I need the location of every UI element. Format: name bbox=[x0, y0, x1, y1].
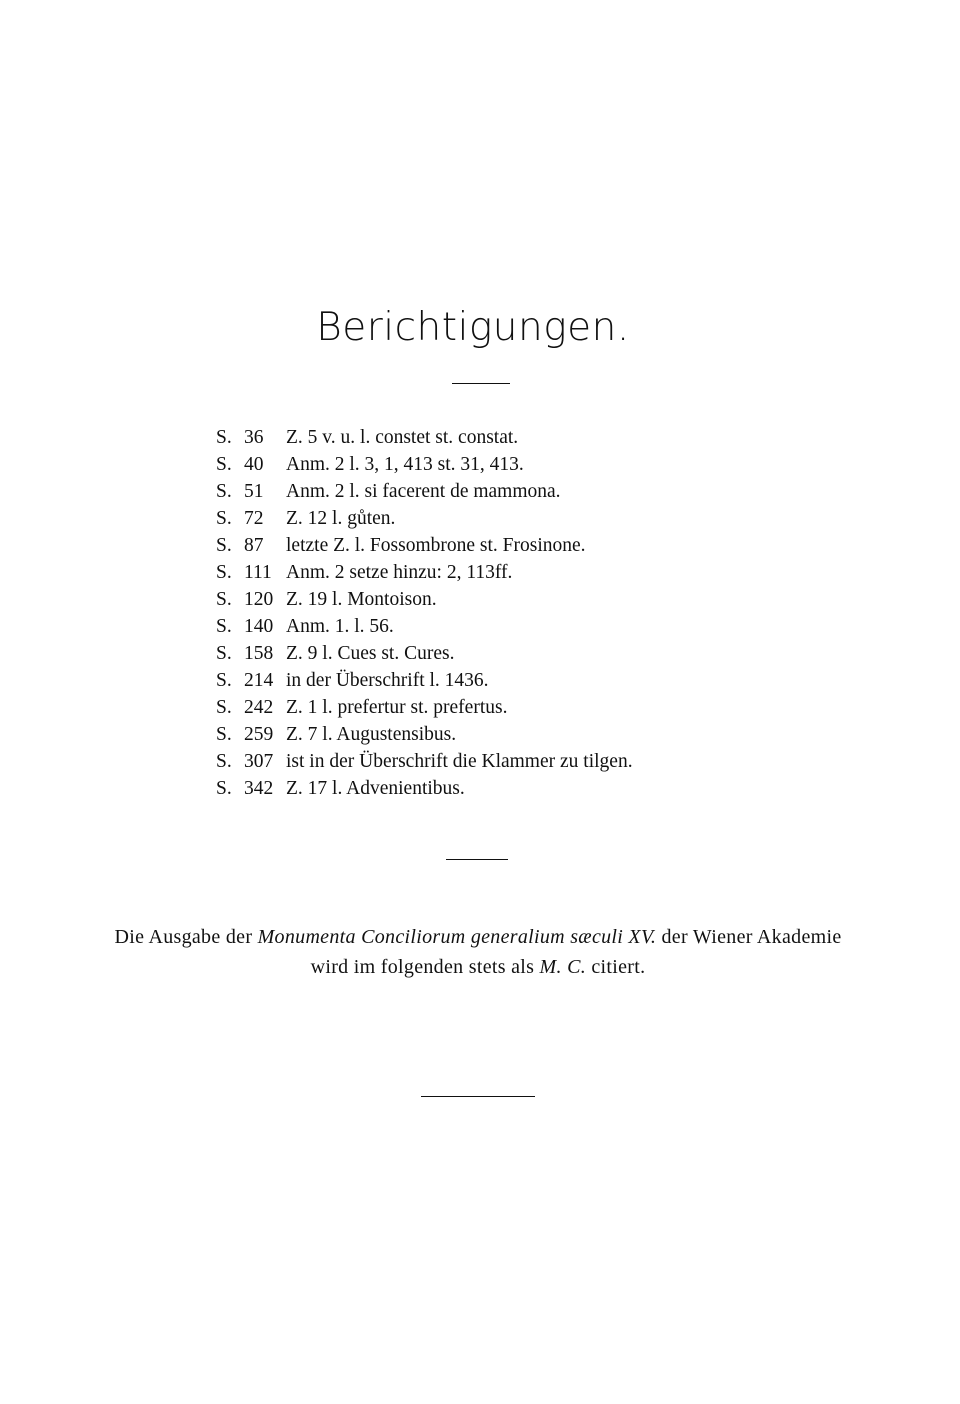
entry-prefix: S. bbox=[216, 670, 232, 691]
errata-entry bbox=[216, 775, 633, 802]
entry-page-number: 259 bbox=[244, 724, 274, 745]
errata-entry bbox=[216, 532, 633, 559]
section-divider bbox=[446, 859, 508, 860]
entry-page-number: 40 bbox=[244, 454, 264, 475]
errata-entry bbox=[216, 424, 633, 451]
entry-page-number: 307 bbox=[244, 751, 274, 772]
entry-page-number: 120 bbox=[244, 589, 274, 610]
entry-correction: in der Überschrift l. 1436. bbox=[286, 670, 489, 691]
work-title: Monumenta Conciliorum generalium sæculi XV. bbox=[257, 926, 657, 948]
entry-page-number: 242 bbox=[244, 697, 274, 718]
errata-entry bbox=[216, 586, 633, 613]
entry-page-number: 140 bbox=[244, 616, 274, 637]
errata-entry bbox=[216, 559, 633, 586]
entry-page-number: 111 bbox=[244, 562, 272, 583]
errata-entry bbox=[216, 748, 633, 775]
errata-list bbox=[216, 424, 633, 802]
entry-correction: Anm. 2 l. si facerent de mammona. bbox=[286, 481, 561, 502]
entry-correction: Z. 19 l. Montoison. bbox=[286, 589, 437, 610]
entry-correction: ist in der Überschrift die Klammer zu tilgen. bbox=[286, 751, 633, 772]
end-divider bbox=[421, 1096, 535, 1097]
entry-prefix: S. bbox=[216, 751, 232, 772]
entry-prefix: S. bbox=[216, 643, 232, 664]
entry-page-number: 72 bbox=[244, 508, 264, 529]
entry-prefix: S. bbox=[216, 589, 232, 610]
entry-prefix: S. bbox=[216, 427, 232, 448]
entry-correction: Anm. 2 setze hinzu: 2, 113ff. bbox=[286, 562, 513, 583]
entry-page-number: 342 bbox=[244, 778, 274, 799]
citation-note bbox=[98, 922, 858, 982]
errata-entry bbox=[216, 613, 633, 640]
entry-correction: Z. 17 l. Advenientibus. bbox=[286, 778, 465, 799]
entry-prefix: S. bbox=[216, 508, 232, 529]
entry-correction: Anm. 2 l. 3, 1, 413 st. 31, 413. bbox=[286, 454, 524, 475]
note-text-end: citiert. bbox=[586, 956, 646, 978]
entry-page-number: 158 bbox=[244, 643, 274, 664]
entry-correction: Z. 5 v. u. l. constet st. constat. bbox=[286, 427, 519, 448]
entry-correction: Z. 1 l. prefertur st. prefertus. bbox=[286, 697, 508, 718]
abbreviation: M. C. bbox=[539, 956, 587, 978]
entry-correction: letzte Z. l. Fossombrone st. Frosinone. bbox=[286, 535, 586, 556]
note-text-start: Die Ausgabe der bbox=[114, 926, 258, 948]
entry-correction: Anm. 1. l. 56. bbox=[286, 616, 394, 637]
note-text-middle: der Wiener Akademie wird im folgenden stets als bbox=[310, 926, 842, 978]
entry-page-number: 51 bbox=[244, 481, 264, 502]
entry-correction: Z. 9 l. Cues st. Cures. bbox=[286, 643, 455, 664]
entry-prefix: S. bbox=[216, 724, 232, 745]
errata-entry bbox=[216, 640, 633, 667]
errata-entry bbox=[216, 667, 633, 694]
entry-prefix: S. bbox=[216, 562, 232, 583]
entry-prefix: S. bbox=[216, 481, 232, 502]
entry-prefix: S. bbox=[216, 697, 232, 718]
errata-entry bbox=[216, 505, 633, 532]
entry-prefix: S. bbox=[216, 454, 232, 475]
errata-entry bbox=[216, 451, 633, 478]
entry-correction: Z. 7 l. Augustensibus. bbox=[286, 724, 457, 745]
entry-correction: Z. 12 l. gůten. bbox=[286, 508, 396, 529]
entry-prefix: S. bbox=[216, 535, 232, 556]
entry-prefix: S. bbox=[216, 778, 232, 799]
title-divider bbox=[452, 383, 510, 384]
page-title: Berichtigungen. bbox=[316, 305, 630, 350]
entry-prefix: S. bbox=[216, 616, 232, 637]
entry-page-number: 36 bbox=[244, 427, 264, 448]
errata-entry bbox=[216, 694, 633, 721]
entry-page-number: 214 bbox=[244, 670, 274, 691]
errata-entry bbox=[216, 478, 633, 505]
errata-entry bbox=[216, 721, 633, 748]
entry-page-number: 87 bbox=[244, 535, 264, 556]
